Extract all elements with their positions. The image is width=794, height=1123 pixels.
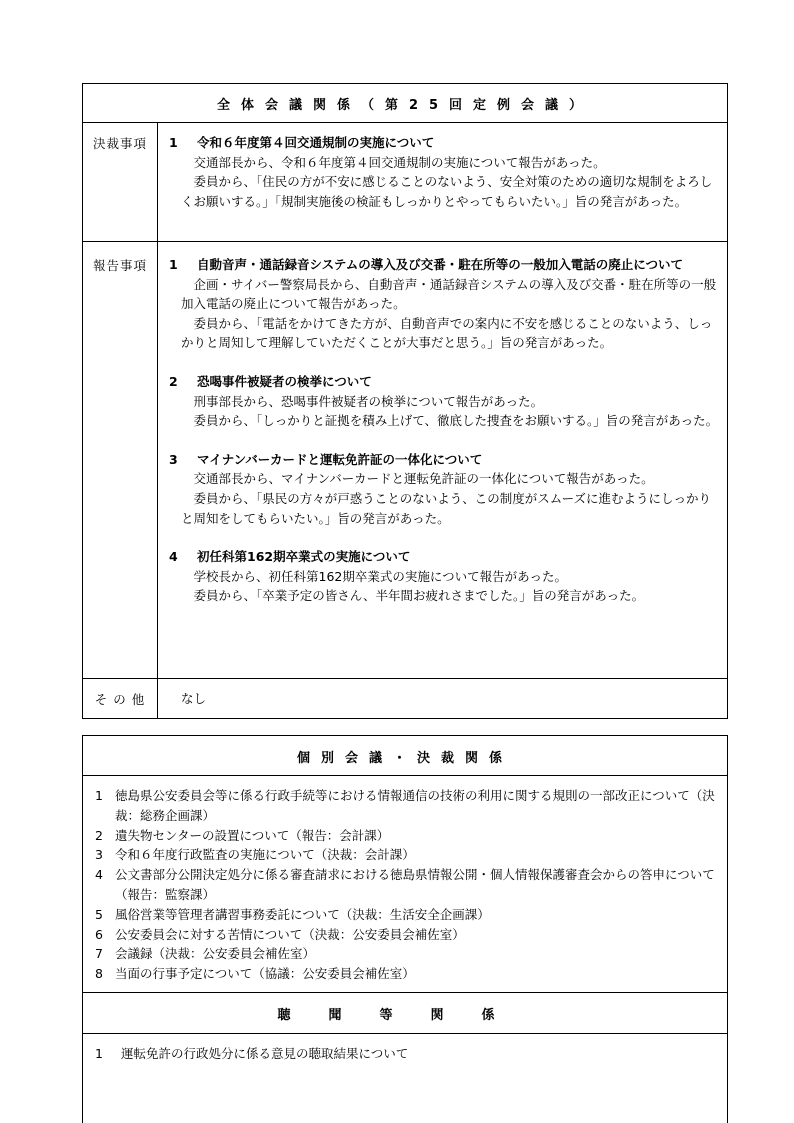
list-item: 3 令和６年度行政監査の実施について（決裁：会計課） bbox=[95, 847, 415, 863]
item-paragraph: 交通部長から、令和６年度第４回交通規制の実施について報告があった。 bbox=[193, 154, 606, 170]
divider bbox=[83, 122, 727, 123]
divider bbox=[83, 775, 727, 776]
list-item: 7 会議録（決裁：公安委員会補佐室） bbox=[95, 946, 316, 962]
report-item-title bbox=[169, 255, 721, 275]
divider bbox=[83, 241, 727, 242]
item-paragraph: 委員から、「県民の方々が戸惑うことのないよう、この制度がスムーズに進むようにしっかりと周知をしてもらいたい。」旨の発言があった。 bbox=[181, 490, 712, 526]
item-number: 1 bbox=[169, 257, 178, 272]
item-title-text: 恐喝事件被疑者の検挙について bbox=[197, 373, 372, 389]
item-paragraph: 企画・サイバー警察局長から、自動音声・通話録音システムの導入及び交番・駐在所等の一般加入電話の廃止について報告があった。 bbox=[181, 276, 717, 312]
item-paragraph: 刑事部長から、恐喝事件被疑者の検挙について報告があった。 bbox=[193, 393, 544, 409]
item-number: 4 bbox=[169, 549, 178, 565]
list-item: 4 公文書部分公開決定処分に係る審査請求における徳島県情報公開・個人情報保護審査会からの答申について（報告：監察課） bbox=[95, 867, 715, 902]
column-divider bbox=[157, 122, 158, 718]
item-paragraph: 交通部長から、マイナンバーカードと運転免許証の一体化について報告があった。 bbox=[193, 471, 654, 487]
item-paragraph: 委員から、「電話をかけてきた方が、自動音声での案内に不安を感じることのないよう、しっかりと周知して理解していただくことが大事だと思う。」旨の発言があった。 bbox=[181, 315, 713, 351]
divider bbox=[83, 678, 727, 679]
item-title-text: マイナンバーカードと運転免許証の一体化について bbox=[197, 451, 483, 467]
general-meeting-table bbox=[82, 83, 728, 719]
individual-meeting-table bbox=[82, 735, 728, 1123]
hearing-title: 聴聞等関係 bbox=[277, 1008, 533, 1023]
general-meeting-title: 全体会議関係（第25回定例会議） bbox=[216, 98, 594, 113]
other-content: なし bbox=[181, 691, 207, 706]
report-item-title bbox=[169, 450, 721, 470]
hearing-list bbox=[95, 1044, 721, 1064]
individual-meeting-title: 個別会議・決裁関係 bbox=[296, 751, 513, 766]
list-item: 5 風俗営業等管理者講習事務委託について（決裁：生活安全企画課） bbox=[95, 906, 490, 922]
list-item: 2 遺失物センターの設置について（報告：会計課） bbox=[95, 827, 390, 843]
item-paragraph: 委員から、「住民の方が不安に感じることのないよう、安全対策のための適切な規制をよろしくお願いする。」「規制実施後の検証もしっかりとやってもらいたい。」旨の発言があった。 bbox=[181, 174, 713, 209]
report-item-title bbox=[169, 372, 721, 392]
report-item-title bbox=[169, 547, 721, 567]
item-paragraph: 学校長から、初任科第162期卒業式の実施について報告があった。 bbox=[193, 568, 567, 584]
decision-content bbox=[169, 133, 721, 211]
row-label-report: 報告事項 bbox=[92, 258, 147, 273]
list-item: 8 当面の行事予定について（協議：公安委員会補佐室） bbox=[95, 966, 415, 982]
item-title-text: 令和６年度第４回交通規制の実施について bbox=[197, 135, 435, 150]
item-paragraph: 委員から、「卒業予定の皆さん、半年間お疲れさまでした。」旨の発言があった。 bbox=[193, 588, 645, 604]
list-item: 1 運転免許の行政処分に係る意見の聴取結果について bbox=[95, 1046, 409, 1061]
decision-item-title bbox=[169, 133, 721, 153]
individual-meeting-list bbox=[95, 786, 721, 984]
item-number: 3 bbox=[169, 451, 178, 467]
item-number: 1 bbox=[169, 135, 178, 150]
divider bbox=[83, 992, 727, 993]
row-label-decision: 決裁事項 bbox=[92, 136, 147, 151]
item-title-text: 初任科第162期卒業式の実施について bbox=[197, 549, 411, 565]
item-number: 2 bbox=[169, 373, 178, 389]
report-content bbox=[169, 255, 721, 606]
row-label-other: そ の 他 bbox=[94, 692, 146, 707]
list-item: 1 徳島県公安委員会等に係る行政手続等における情報通信の技術の利用に関する規則の一部改正について（決裁：総務企画課） bbox=[95, 788, 715, 823]
divider bbox=[83, 1033, 727, 1034]
item-paragraph: 委員から、「しっかりと証拠を積み上げて、徹底した捜査をお願いする。」旨の発言があった。 bbox=[193, 413, 719, 429]
list-item: 6 公安委員会に対する苦情について（決裁：公安委員会補佐室） bbox=[95, 926, 465, 942]
item-title-text: 自動音声・通話録音システムの導入及び交番・駐在所等の一般加入電話の廃止について bbox=[197, 257, 684, 272]
